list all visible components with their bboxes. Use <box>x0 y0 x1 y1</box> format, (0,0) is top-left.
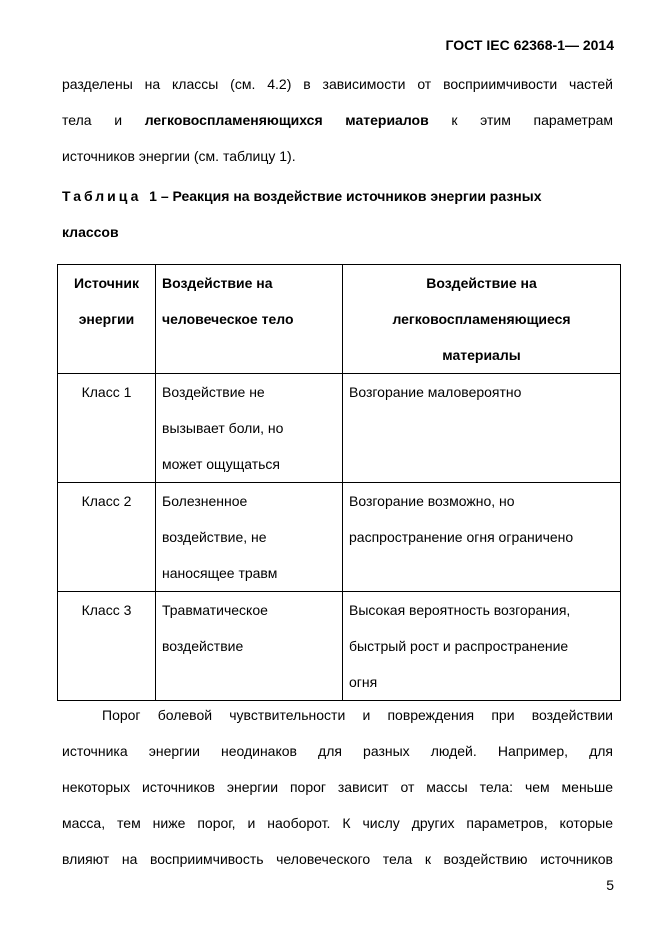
bold-term: легковоспламеняющихся материалов <box>144 112 429 128</box>
intro-line: разделены на классы (см. 4.2) в зависимости от восприимчивости частей <box>62 76 613 92</box>
header-line: Воздействие на <box>426 275 537 291</box>
outro-line: источника энергии неодинаков для разных людей. Например, для <box>62 743 613 759</box>
document-id: ГОСТ IEC 62368-1— 2014 <box>445 37 614 53</box>
class-cell: Класс 1 <box>58 374 156 483</box>
page-number: 5 <box>606 877 614 893</box>
intro-text: к этим параметрам <box>428 112 614 128</box>
outro-paragraph <box>62 697 613 877</box>
intro-paragraph <box>62 66 613 174</box>
header-line: Источник <box>74 275 139 291</box>
cell-line: быстрый рост и распространение <box>349 638 569 654</box>
cell-line: вызывает боли, но <box>162 420 284 436</box>
table-caption <box>62 178 613 250</box>
table-row <box>58 483 621 592</box>
header-line: легковоспламеняющиеся <box>392 311 571 327</box>
cell-line: Воздействие не <box>162 384 265 400</box>
caption-label: Таблица <box>62 188 142 204</box>
caption-title: 1 – Реакция на воздействие источников энергии разных <box>149 188 542 204</box>
cell-line: наносящее травм <box>162 565 278 581</box>
outro-line: некоторых источников энергии порог зависит от массы тела: чем меньше <box>62 779 613 795</box>
table-row <box>58 592 621 701</box>
header-body <box>156 265 343 374</box>
materials-cell <box>343 374 621 483</box>
cell-line: Травматическое <box>162 602 268 618</box>
header-line: материалы <box>442 347 521 363</box>
materials-cell <box>343 483 621 592</box>
header-line: человеческое тело <box>162 311 294 327</box>
intro-line: источников энергии (см. таблицу 1). <box>62 148 296 164</box>
body-cell <box>156 374 343 483</box>
cell-line: воздействие, не <box>162 529 267 545</box>
cell-line: Высокая вероятность возгорания, <box>349 602 571 618</box>
header-materials <box>343 265 621 374</box>
energy-classes-table <box>57 264 621 701</box>
class-cell: Класс 3 <box>58 592 156 701</box>
cell-line: Возгорание возможно, но <box>349 493 515 509</box>
materials-cell <box>343 592 621 701</box>
table-row <box>58 374 621 483</box>
cell-line: распространение огня ограничено <box>349 529 574 545</box>
body-cell <box>156 483 343 592</box>
cell-line: Болезненное <box>162 493 248 509</box>
outro-line: масса, тем ниже порог, и наоборот. К числу других параметров, которые <box>62 815 613 831</box>
header-line: энергии <box>78 311 135 327</box>
header-source <box>58 265 156 374</box>
caption-continuation: классов <box>62 224 119 240</box>
outro-line: Порог болевой чувствительности и повреждения при воздействии <box>102 707 613 723</box>
class-cell: Класс 2 <box>58 483 156 592</box>
outro-line: влияют на восприимчивость человеческого тела к воздействию источников <box>62 851 613 867</box>
intro-line <box>62 102 613 138</box>
cell-line: воздействие <box>162 638 244 654</box>
table-header-row <box>58 265 621 374</box>
cell-line: может ощущаться <box>162 456 280 472</box>
cell-line: огня <box>349 674 378 690</box>
cell-line: Возгорание маловероятно <box>349 384 522 400</box>
body-cell <box>156 592 343 701</box>
intro-text: тела и <box>62 112 145 128</box>
header-line: Воздействие на <box>162 275 273 291</box>
